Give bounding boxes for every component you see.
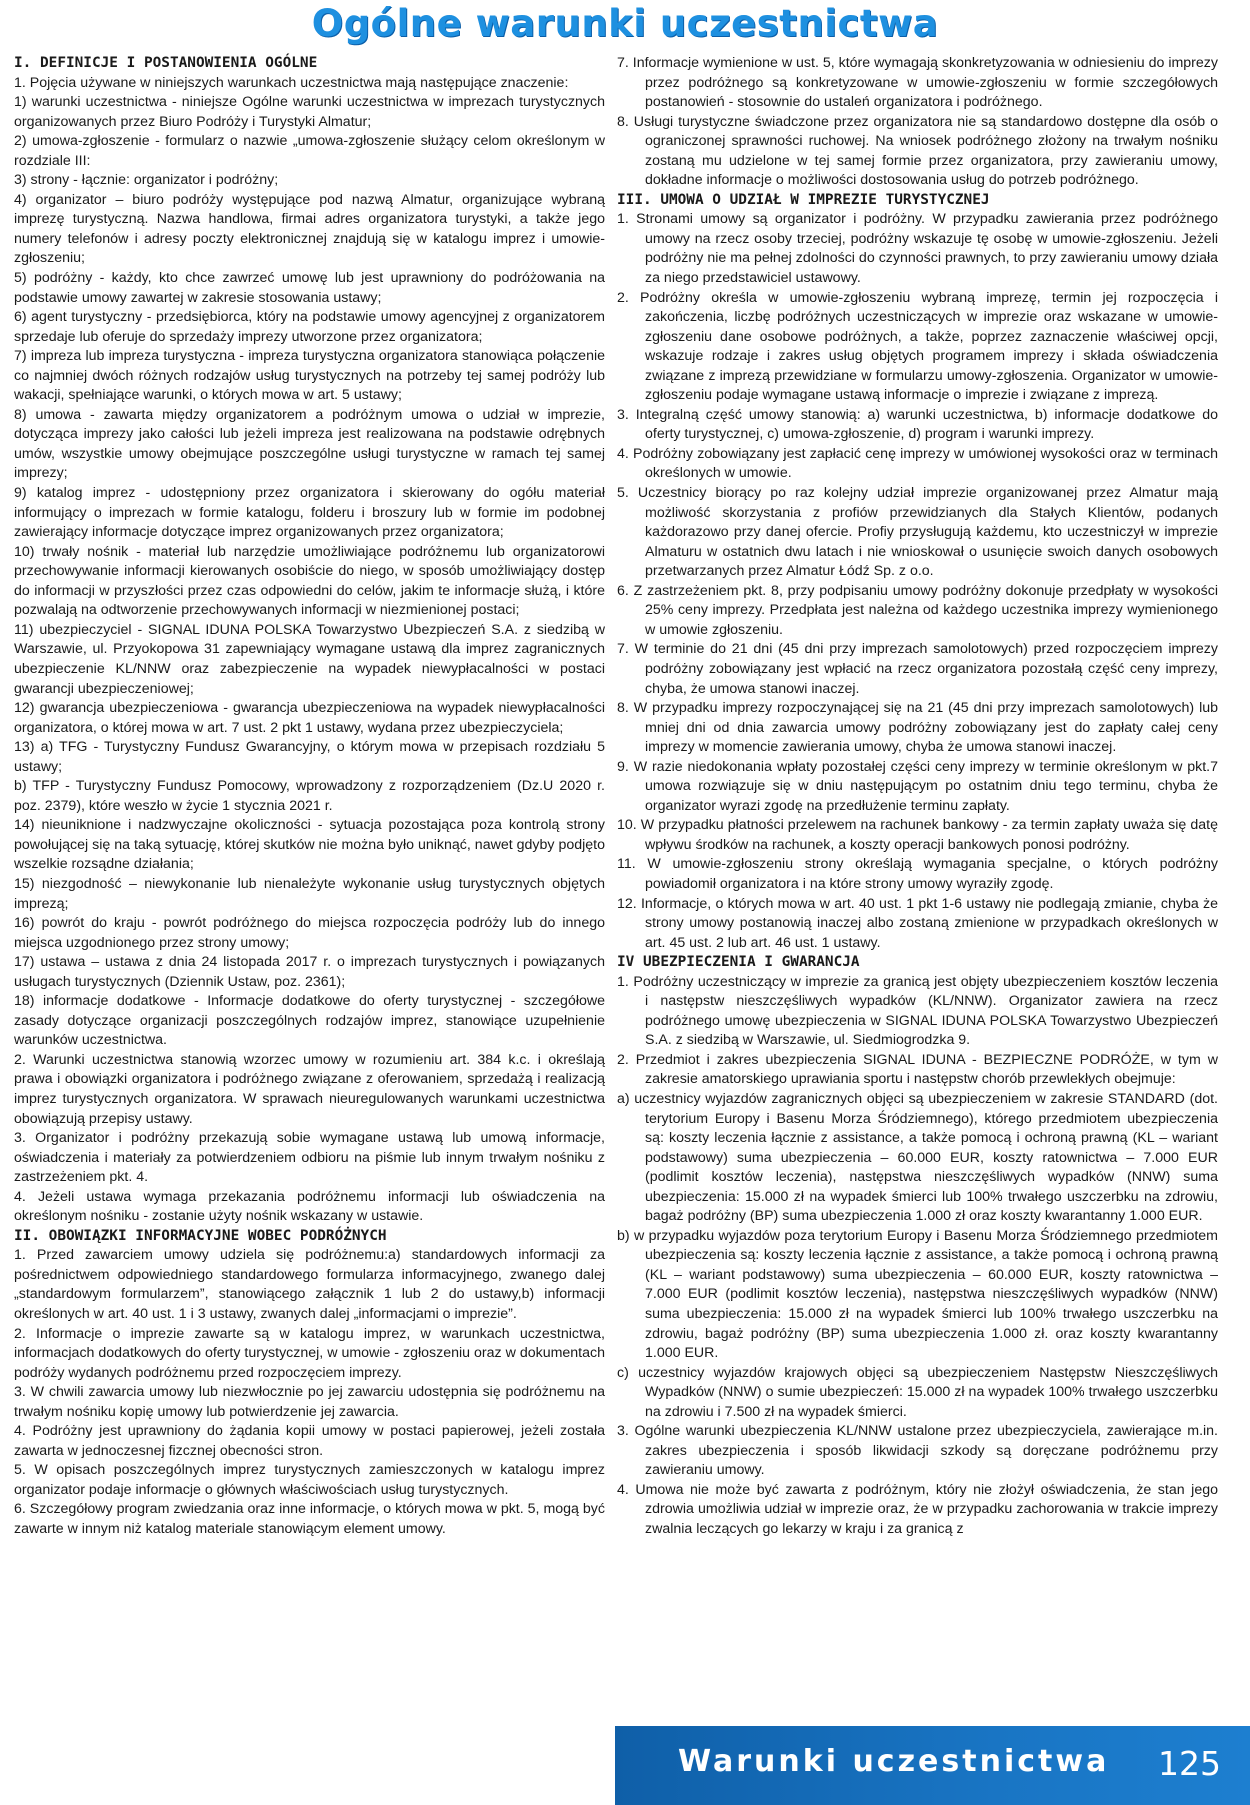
numbered-paragraph: 9. W razie niedokonania wpłaty pozostałej części ceny imprezy w terminie określonym w pkt.7 umowa rozwiązuje się w dniu następującym po ostatnim dniu tego terminu, chyba że organizator wyrazi zgodę na przedłużenie terminu zapłaty. [617,758,1218,814]
paragraph: 9) katalog imprez - udostępniony przez organizatora i skierowany do ogółu materiał informujący o imprezach w formie katalogu, folderu i broszury lub w formie im podobnej zawierający informacje dotyczące imprez organizowanych przez organizatora; [14,485,605,541]
paragraph: 3) strony - łącznie: organizator i podróżny; [14,172,279,189]
paragraph: 8) umowa - zawarta między organizatorem a podróżnym umowa o udział w imprezie, dotycząca imprezy jako całości lub jeżeli impreza jest realizowana na podstawie odrębnych umów, wszystkie umowy obejmujące poszczególne usługi turystyczne w ramach tej samej imprezy; [14,406,605,482]
numbered-paragraph: a) uczestnicy wyjazdów zagranicznych objęci są ubezpieczeniem w zakresie STANDARD (dot. terytorium Europy i Basenu Morza Śródziemnego), którego przedmiotem ubezpieczenia są: koszty leczenia łącznie z assistance, a także pomocą i ochroną prawną (KL – wariant podstawowy) suma ubezpieczenia – 60.000 EUR, koszty ratownictwa – 7.000 EUR (podlimit kosztów leczenia), następstwa nieszczęśliwych wypadków (NNW) suma ubezpieczenia: 15.000 zł na wypadek śmierci lub 100% trwałego uszczerbku na zdrowiu, bagaż podróżny (BP) suma ubezpieczenia 1.000 zł oraz koszty kwarantanny 1.000 EUR. [617,1090,1218,1225]
paragraph: 1) warunki uczestnictwa - niniejsze Ogólne warunki uczestnictwa w imprezach turystycznych organizowanych przez Biuro Podróży i Turystyki Almatur; [14,94,605,130]
paragraph: 5. W opisach poszczególnych imprez turystycznych zamieszczonych w katalogu imprez organizator podaje informacje o głównych właściwościach usług turystycznych. [14,1462,605,1498]
numbered-paragraph: 1. Stronami umowy są organizator i podróżny. W przypadku zawierania przez podróżnego umowy na rzecz osoby trzeciej, podróżny wskazuje tę osobę w umowie-zgłoszeniu. Jeżeli podróżny nie ma pełnej zdolności do czynności prawnych, to przy zawieraniu umowy działa za niego przedstawiciel ustawowy. [617,211,1218,287]
paragraph: 13) a) TFG - Turystyczny Fundusz Gwarancyjny, o którym mowa w przepisach rozdziału 5 ustawy; [14,739,605,775]
paragraph: 2. Warunki uczestnictwa stanowią wzorzec umowy w rozumieniu art. 384 k.c. i określają prawa i obowiązki organizatora i podróżnego związane z oferowaniem, sprzedażą i realizacją imprez turystycznych organizatora. W sprawach nieuregulowanych warunkami uczestnictwa obowiązują przepisy ustawy. [14,1051,605,1127]
numbered-paragraph: 10. W przypadku płatności przelewem na rachunek bankowy - za termin zapłaty uważa się datę wpływu środków na rachunek, a koszty operacji bankowych ponosi podróżny. [617,817,1218,853]
numbered-paragraph: 8. Usługi turystyczne świadczone przez organizatora nie są standardowo dostępne dla osób o ograniczonej sprawności ruchowej. Na wniosek podróżnego złożony na trwałym nośniku zostaną mu udzielone w tej samej formie przez organizatora, przy zawieraniu umowy, dokładne informacje o możliwości dostosowania usług do potrzeb podróżnego. [617,113,1218,189]
numbered-paragraph: 11. W umowie-zgłoszeniu strony określają wymagania specjalne, o których podróżny powiadomił organizatora i na które strony umowy wyraziły zgodę. [617,856,1218,892]
numbered-paragraph: b) w przypadku wyjazdów poza terytorium Europy i Basenu Morza Śródziemnego przedmiotem ubezpieczenia są: koszty leczenia łącznie z assistance, a także pomocą i ochroną prawną (KL – wariant podstawowy) suma ubezpieczenia – 60.000 EUR, koszty ratownictwa – 7.000 EUR (podlimit kosztów leczenia), następstwa nieszczęśliwych wypadków (NNW) suma ubezpieczenia: 15.000 zł na wypadek śmierci lub 100% trwałego uszczerbku na zdrowiu, bagaż podróżny (BP) suma ubezpieczenia 1.000 zł. oraz koszty kwarantanny 1.000 EUR. [617,1227,1218,1362]
paragraph: 2. Informacje o imprezie zawarte są w katalogu imprez, w warunkach uczestnictwa, informacjach dodatkowych do oferty turystycznej, w umowie - zgłoszeniu oraz w dokumentach podróży wydanych podróżnemu przed rozpoczęciem imprezy. [14,1325,605,1381]
paragraph: 3. W chwili zawarcia umowy lub niezwłocznie po jej zawarciu udostępnia się podróżnemu na trwałym nośniku kopię umowy lub potwierdzenie jej zawarcia. [14,1384,605,1420]
numbered-paragraph: 7. W terminie do 21 dni (45 dni przy imprezach samolotowych) przed rozpoczęciem imprezy podróżny zobowiązany jest wpłacić na rzecz organizatora pozostałą część ceny imprezy, chyba, że umowa stanowi inaczej. [617,641,1218,697]
numbered-paragraph: 8. W przypadku imprezy rozpoczynającej się na 21 (45 dni przy imprezach samolotowych) lub mniej dni od dnia zawarcia umowy podróżny zobowiązany jest do zapłaty całej ceny imprezy w momencie zawierania umowy, chyba że umowa stanowi inaczej. [617,700,1218,756]
numbered-paragraph: 2. Przedmiot i zakres ubezpieczenia SIGNAL IDUNA - BEZPIECZNE PODRÓŻE, w tym w zakresie amatorskiego uprawiania sportu i następstw chorób przewlekłych obejmuje: [617,1051,1218,1088]
numbered-paragraph: 6. Z zastrzeżeniem pkt. 8, przy podpisaniu umowy podróżny dokonuje przedpłaty w wysokości 25% ceny imprezy. Przedpłata jest należna od każdego uczestnika imprezy wymienionego w umowie zgłoszeniu. [617,582,1218,638]
numbered-paragraph: 12. Informacje, o których mowa w art. 40 ust. 1 pkt 1-6 ustawy nie podlegają zmianie, chyba że strony umowy postanowią inaczej albo zostaną zmienione w przypadkach określonych w art. 45 ust. 2 lub art. 46 ust. 1 ustawy. [617,895,1218,951]
numbered-paragraph: 5. Uczestnicy biorący po raz kolejny udział imprezie organizowanej przez Almatur mają możliwość skorzystania z profiów przewidzianych dla Stałych Klientów, podanych każdorazowo przy danej ofercie. Profiy przysługują każdemu, kto uczestniczył w imprezie Almaturu w ostatnich dwu latach i nie wnioskował o usunięcie swoich danych osobowych przetwarzanych przez Almatur Łódź Sp. z o.o. [617,485,1218,580]
paragraph: 16) powrót do kraju - powrót podróżnego do miejsca rozpoczęcia podróży lub do innego miejsca uzgodnionego przez strony umowy; [14,915,605,951]
paragraph: 1. Przed zawarciem umowy udziela się podróżnemu:a) standardowych informacji za pośrednictwem odpowiedniego standardowego formularza informacyjnego, zwanego dalej „standardowym formularzem”, stanowiącego załącznik 1 lub 2 do ustawy,b) informacji określonych w art. 40 ust. 1 i 3 ustawy, zwanych dalej „informacjami o imprezie”. [14,1247,605,1322]
numbered-paragraph: 7. Informacje wymienione w ust. 5, które wymagają skonkretyzowania w odniesieniu do imprezy przez podróżnego są konkretyzowane w umowie-zgłoszeniu w formie szczegółowych postanowień - stosownie do ustaleń organizatora i podróżnego. [617,55,1218,111]
paragraph: 12) gwarancja ubezpieczeniowa - gwarancja ubezpieczeniowa na wypadek niewypłacalności organizatora, o której mowa w art. 7 ust. 2 pkt 1 ustawy, wydana przez ubezpieczyciela; [14,700,605,736]
page-number: 125 [1158,1744,1221,1783]
paragraph: 3. Organizator i podróżny przekazują sobie wymagane ustawą lub umową informacje, oświadczenia i materiały za potwierdzeniem odbioru na piśmie lub innym trwałym nośniku z zastrzeżeniem pkt. 4. [14,1130,605,1186]
numbered-paragraph: 3. Ogólne warunki ubezpieczenia KL/NNW ustalone przez ubezpieczyciela, zawierające m.in. zakres ubezpieczenia i sposób likwidacji szkody są doręczane podróżnemu przy zawieraniu umowy. [617,1423,1218,1479]
paragraph: 4. Podróżny jest uprawniony do żądania kopii umowy w postaci papierowej, jeżeli została zawarta w jednoczesnej fizcznej obecności stron. [14,1423,605,1459]
section-heading: II. OBOWIĄZKI INFORMACYJNE WOBEC PODRÓŻNYCH [14,1227,387,1244]
numbered-paragraph: 3. Integralną część umowy stanowią: a) warunki uczestnictwa, b) informacje dodatkowe do oferty turystycznej, c) umowa-zgłoszenie, d) program i warunki imprezy. [617,406,1218,443]
paragraph: 10) trwały nośnik - materiał lub narzędzie umożliwiające podróżnemu lub organizatorowi przechowywanie informacji kierowanych osobiście do niego, w sposób umożliwiający dostęp do informacji w przyszłości przez czas odpowiedni do celów, jakim te informacje służą, i które pozwalają na odtworzenie przechowywanych informacji w niezmienionej postaci; [14,543,605,619]
right-column [617,54,1218,1540]
paragraph: 4) organizator – biuro podróży występujące pod nazwą Almatur, organizujące wybraną imprezę turystyczną. Nazwa handlowa, firmai adres organizatora turystyki, a także jego numery telefonów i adresy poczty elektronicznej znajdują się w katalogu imprez i umowie-zgłoszeniu; [14,191,605,267]
section-heading: III. UMOWA O UDZIAŁ W IMPREZIE TURYSTYCZNEJ [617,191,990,208]
numbered-paragraph: 4. Podróżny zobowiązany jest zapłacić cenę imprezy w umówionej wysokości oraz w terminach określonych w umowie. [617,445,1218,482]
paragraph: 4. Jeżeli ustawa wymaga przekazania podróżnemu informacji lub oświadczenia na określonym nośniku - zostanie użyty nośnik wskazany w ustawie. [14,1188,605,1225]
paragraph: 7) impreza lub impreza turystyczna - impreza turystyczna organizatora stanowiąca połączenie co najmniej dwóch różnych rodzajów usług turystycznych na potrzeby tej samej podróży lub wakacji, spełniające warunki, o których mowa w art. 5 ustawy; [14,348,605,404]
numbered-paragraph: 4. Umowa nie może być zawarta z podróżnym, który nie złożył oświadczenia, że stan jego zdrowia umożliwia udział w imprezie oraz, że w przypadku zachorowania w trakcie imprezy zwalnia leczących go lekarzy w kraju i za granicą z [617,1481,1218,1538]
numbered-paragraph: 2. Podróżny określa w umowie-zgłoszeniu wybraną imprezę, termin jej rozpoczęcia i zakończenia, liczbę podróżnych uczestniczących w imprezie oraz wskazane w umowie-zgłoszeniu dane osobowe podróżnych, a także, poprzez zaznaczenie właściwej opcji, wskazuje rodzaje i zakres usług objętych programem imprezy i składa oświadczenia związane z imprezą przewidziane w formularzu umowy-zgłoszenia. Organizator w umowie-zgłoszeniu podaje wymagane ustawą informacje o imprezie i związane z imprezą. [617,289,1218,404]
footer-banner [615,1726,1250,1805]
paragraph: 18) informacje dodatkowe - Informacje dodatkowe do oferty turystycznej - szczegółowe zasady dotyczące organizacji poszczególnych rodzajów imprez, stanowiące uzupełnienie warunków uczestnictwa. [14,993,605,1049]
left-column [14,54,605,1540]
paragraph: 17) ustawa – ustawa z dnia 24 listopada 2017 r. o imprezach turystycznych i powiązanych usługach turystycznych (Dziennik Ustaw, poz. 2361); [14,954,605,990]
paragraph: 5) podróżny - każdy, kto chce zawrzeć umowę lub jest uprawniony do podróżowania na podstawie umowy zawartej w zakresie stosowania ustawy; [14,270,605,306]
numbered-paragraph: 1. Podróżny uczestniczący w imprezie za granicą jest objęty ubezpieczeniem kosztów leczenia i następstw nieszczęśliwych wypadków (KL/NNW). Organizator zawiera na rzecz podróżnego umowę ubezpieczenia w SIGNAL IDUNA POLSKA Towarzystwo Ubezpieczeń S.A. z siedzibą w Warszawie, ul. Siedmiogrodzka 9. [617,973,1218,1049]
paragraph: b) TFP - Turystyczny Fundusz Pomocowy, wprowadzony z rozporządzeniem (Dz.U 2020 r. poz. 2379), które weszło w życie 1 stycznia 2021 r. [14,778,605,814]
page-title: Ogólne warunki uczestnictwa [311,2,939,45]
paragraph: 6. Szczegółowy program zwiedzania oraz inne informacje, o których mowa w pkt. 5, mogą być zawarte w innym niż katalog materiale stanowiącym element umowy. [14,1501,605,1538]
numbered-paragraph: 1. Pojęcia używane w niniejszych warunkach uczestnictwa mają następujące znaczenie: [14,74,569,91]
section-heading: IV UBEZPIECZENIA I GWARANCJA [617,954,860,971]
paragraph: 2) umowa-zgłoszenie - formularz o nazwie „umowa-zgłoszenie służący celom określonym w rozdziale III: [14,133,605,169]
paragraph: 6) agent turystyczny - przedsiębiorca, który na podstawie umowy agencyjnej z organizatorem sprzedaje lub oferuje do sprzedaży imprezy utworzone przez organizatora; [14,309,605,345]
section-heading: I. DEFINICJE I POSTANOWIENIA OGÓLNE [14,55,318,71]
paragraph: 11) ubezpieczyciel - SIGNAL IDUNA POLSKA Towarzystwo Ubezpieczeń S.A. z siedzibą w Warszawie, ul. Przyokopowa 31 zapewniający wymagane ustawą dla imprez zagranicznych ubezpieczenie KL/NNW oraz zabezpieczenie na wypadek niewypłacalności w postaci gwarancji ubezpieczeniowej; [14,621,605,697]
numbered-paragraph: c) uczestnicy wyjazdów krajowych objęci są ubezpieczeniem Następstw Nieszczęśliwych Wypadków (NNW) o sumie ubezpieczeń: 15.000 zł na wypadek 100% trwałego uszczerbku na zdrowiu i 7.500 zł na wypadek śmierci. [617,1364,1218,1420]
footer-label: Warunki uczestnictwa [678,1744,1110,1779]
paragraph: 14) nieuniknione i nadzwyczajne okoliczności - sytuacja pozostająca poza kontrolą strony powołującej się na taką sytuację, której skutków nie można było uniknąć, nawet gdyby podjęto wszelkie rozsądne działania; [14,817,605,873]
paragraph: 15) niezgodność – niewykonanie lub nienależyte wykonanie usług turystycznych objętych imprezą; [14,875,605,912]
